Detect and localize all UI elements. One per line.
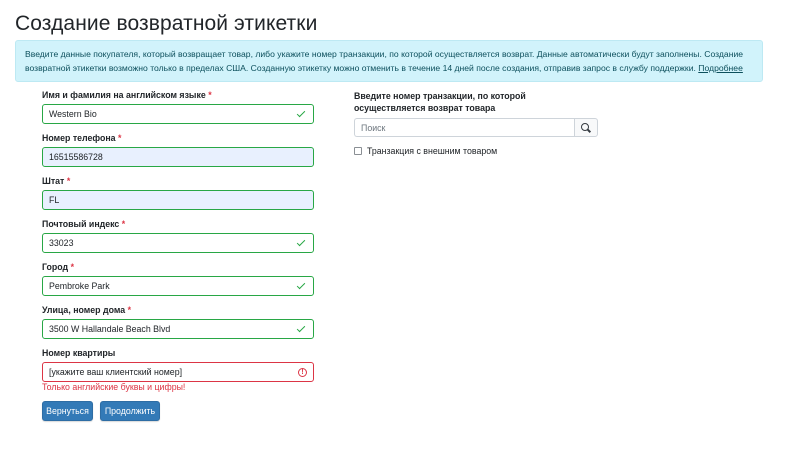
external-transaction-checkbox[interactable] (354, 147, 362, 155)
phone-label: Номер телефона * (42, 133, 122, 143)
continue-button[interactable]: Продолжить (100, 401, 160, 421)
street-label: Улица, номер дома * (42, 305, 132, 315)
phone-input[interactable] (42, 147, 314, 167)
more-info-link[interactable]: Подробнее (698, 63, 743, 73)
state-value: FL (49, 195, 60, 205)
transaction-search (354, 118, 598, 137)
page-title: Создание возвратной этикетки (15, 12, 318, 35)
city-label: Город * (42, 262, 75, 272)
external-transaction-option (354, 146, 497, 156)
street-input[interactable] (42, 319, 314, 339)
check-icon (297, 281, 307, 291)
city-input[interactable] (42, 276, 314, 296)
info-alert (15, 40, 763, 82)
apartment-value: [укажите ваш клиентский номер] (49, 367, 183, 377)
transaction-section (354, 90, 599, 156)
apartment-input[interactable] (42, 362, 314, 382)
check-icon (297, 109, 307, 119)
state-input[interactable] (42, 190, 314, 210)
back-button[interactable]: Вернуться (42, 401, 93, 421)
apartment-error: Только английские буквы и цифры! (42, 382, 186, 392)
name-label: Имя и фамилия на английском языке * (42, 90, 212, 100)
state-label: Штат * (42, 176, 71, 186)
name-input[interactable] (42, 104, 314, 124)
zip-value: 33023 (49, 238, 74, 248)
name-value: Western Bio (49, 109, 97, 119)
check-icon (297, 324, 307, 334)
transaction-label: Введите номер транзакции, по которой осуществляется возврат товара (354, 91, 526, 113)
street-value: 3500 W Hallandale Beach Blvd (49, 324, 171, 334)
error-icon: ! (298, 368, 307, 377)
zip-label: Почтовый индекс * (42, 219, 126, 229)
city-value: Pembroke Park (49, 281, 110, 291)
info-alert-text: Введите данные покупателя, который возвращает товар, либо укажите номер транзакции, по которой осуществляется возврат. Данные автоматически будут заполнены. Создание возвратной этикетки возможно только в пределах США. Созданную этикетку можно отменить в течение 14 дней после создания, отправив запрос в службу поддержки. (25, 49, 744, 73)
external-transaction-label[interactable]: Транзакция с внешним товаром (367, 146, 498, 156)
apartment-label: Номер квартиры (42, 348, 116, 358)
search-icon (581, 123, 591, 133)
phone-value: 16515586728 (49, 152, 103, 162)
zip-input[interactable] (42, 233, 314, 253)
search-button[interactable] (574, 118, 598, 137)
check-icon (297, 238, 307, 248)
transaction-search-input[interactable]: Поиск (354, 118, 574, 137)
